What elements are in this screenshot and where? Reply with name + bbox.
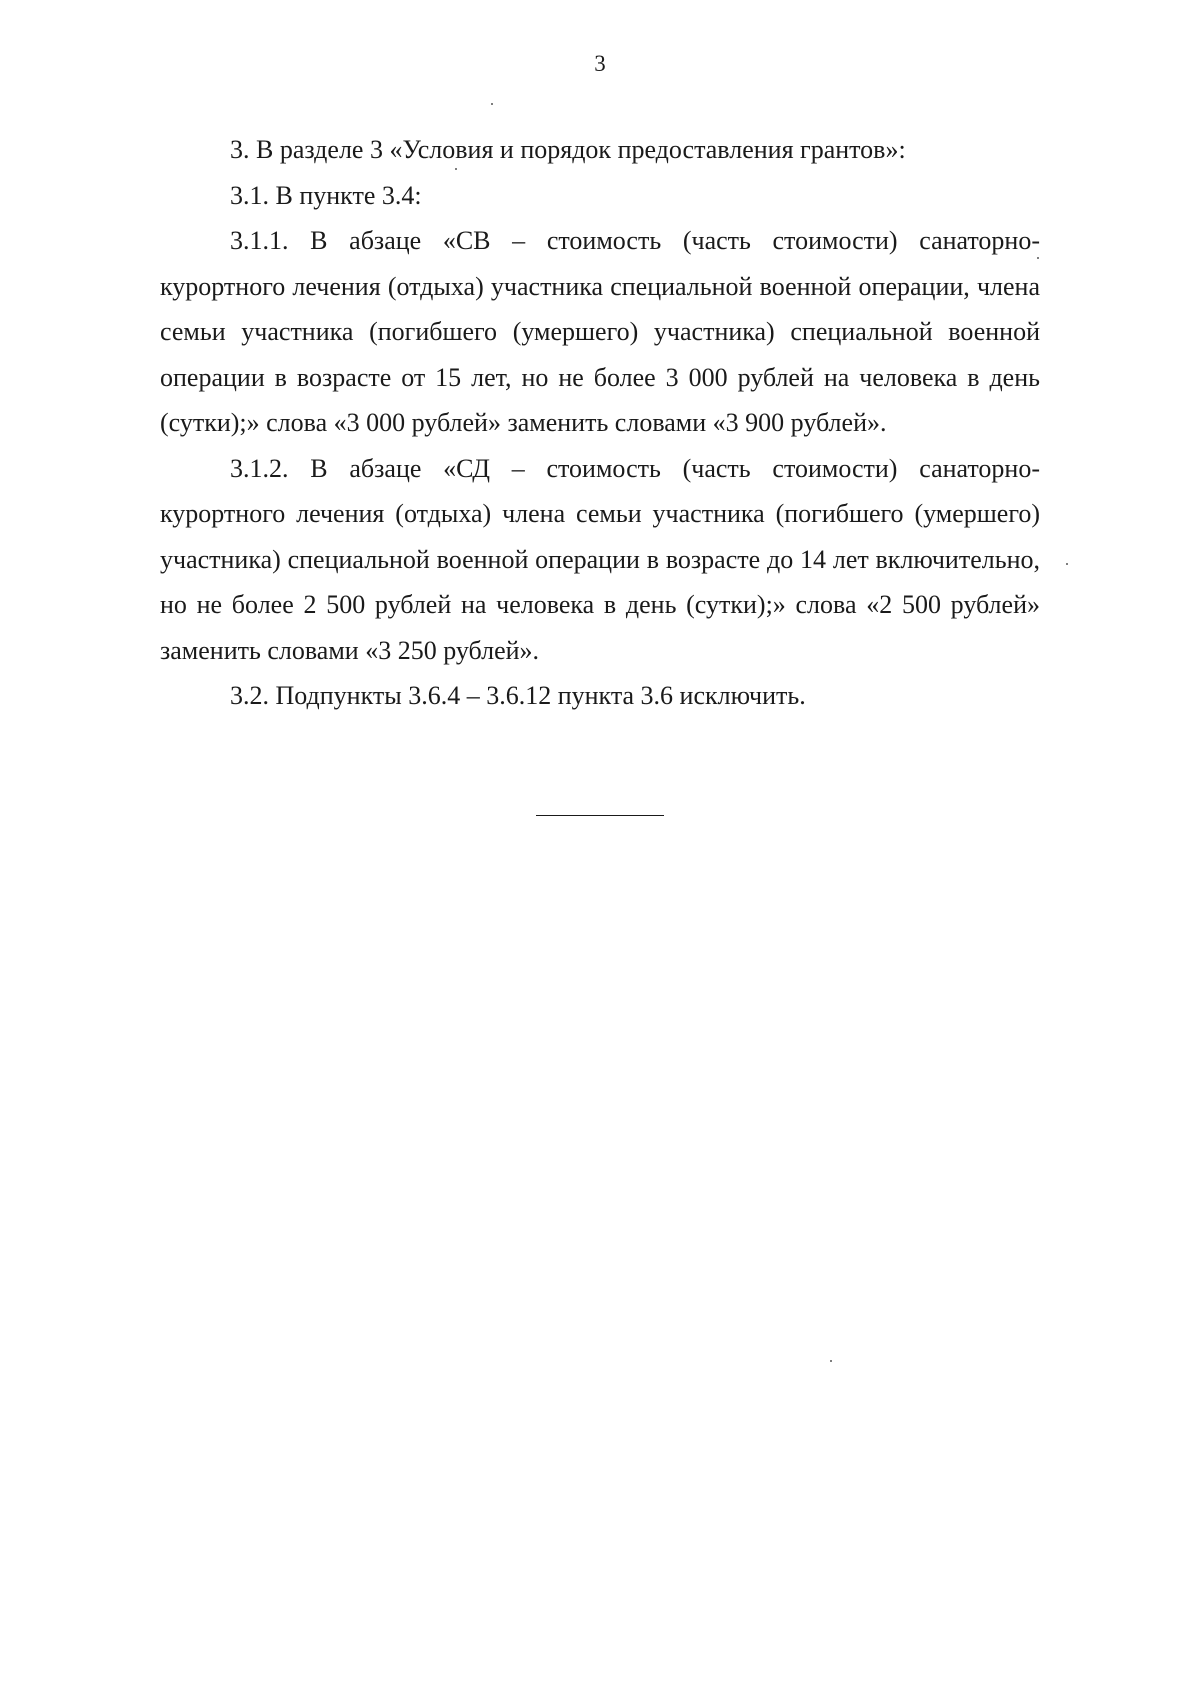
end-of-text-rule bbox=[536, 815, 664, 816]
page-number: 3 bbox=[594, 51, 606, 76]
paragraph-section-3: 3. В разделе 3 «Условия и порядок предоставления грантов»: bbox=[230, 135, 906, 164]
paragraph-item-3-2: 3.2. Подпункты 3.6.4 – 3.6.12 пункта 3.6 исключить. bbox=[230, 681, 806, 710]
scan-speck bbox=[1066, 563, 1068, 565]
document-body bbox=[160, 127, 1040, 719]
scan-speck bbox=[1037, 257, 1039, 259]
paragraph-item-3-1-2: 3.1.2. В абзаце «СД – стоимость (часть стоимости) санаторно-курортного лечения (отдыха) члена семьи участника (погибшего (умершего) участника) специальной военной операции в возрасте до 14 лет включительно, но не более 2 500 рублей на человека в день (сутки);» слова «2 500 рублей» заменить словами «3 250 рублей». bbox=[160, 453, 1040, 665]
scan-speck bbox=[455, 168, 457, 170]
paragraph-item-3-1: 3.1. В пункте 3.4: bbox=[230, 180, 422, 210]
paragraph-item-3-1-1: 3.1.1. В абзаце «СВ – стоимость (часть стоимости) санаторно-курортного лечения (отдыха) участника специальной военной операции, члена семьи участника (погибшего (умершего) участника) специальной военной операции в возрасте от 15 лет, но не более 3 000 рублей на человека в день (сутки);» слова «3 000 рублей» заменить словами «3 900 рублей». bbox=[160, 226, 1040, 437]
scan-speck bbox=[830, 1360, 832, 1362]
scan-speck bbox=[491, 103, 493, 105]
